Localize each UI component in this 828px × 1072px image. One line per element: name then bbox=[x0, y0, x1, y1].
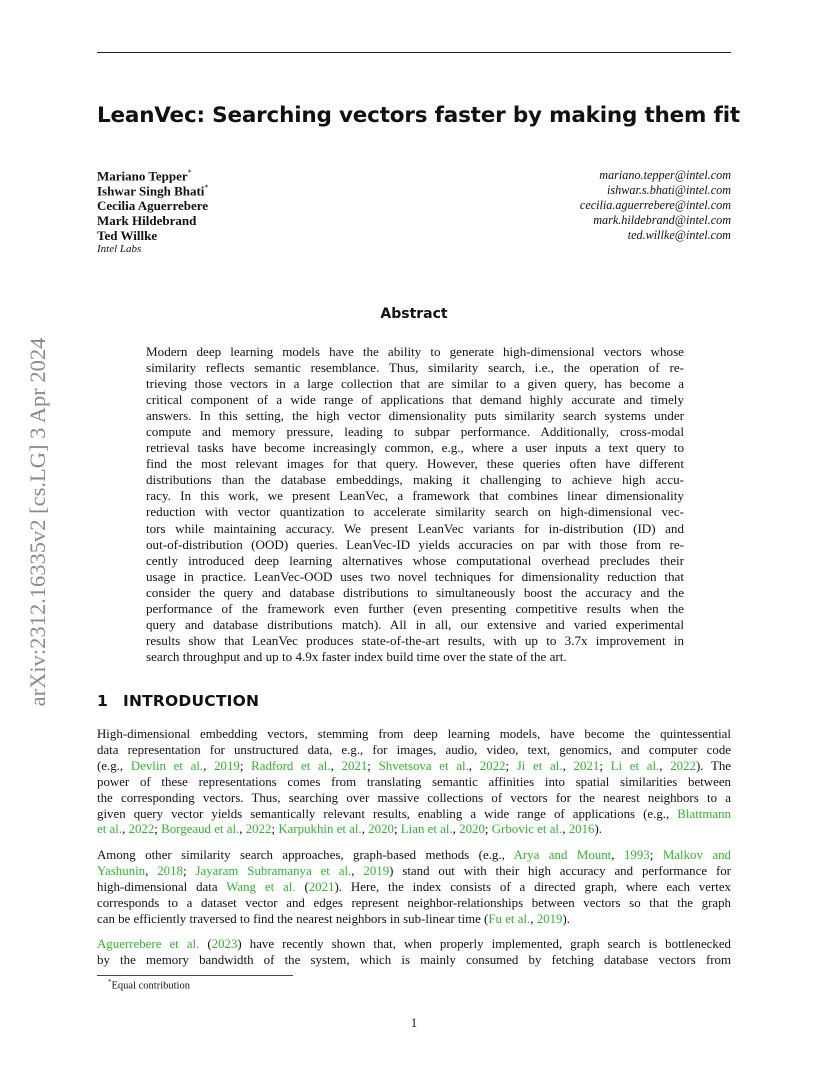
text-run: , bbox=[145, 863, 158, 878]
author-row bbox=[97, 168, 731, 183]
affiliation: Intel Labs bbox=[97, 243, 142, 255]
citation-link[interactable]: Aguerrebere et al. bbox=[97, 937, 200, 951]
citation-link[interactable]: 2016 bbox=[568, 822, 595, 837]
text-run: , bbox=[659, 758, 671, 773]
text-run: ; bbox=[183, 863, 196, 878]
text-line bbox=[97, 880, 731, 896]
text-line bbox=[97, 775, 731, 791]
author-name: Mark Hildebrand bbox=[97, 213, 197, 228]
text-run: , bbox=[330, 758, 342, 773]
abstract-line: query and database distributions match). All in all, our extensive and varied experimental bbox=[146, 616, 684, 632]
citation-link[interactable]: 2023 bbox=[211, 937, 238, 951]
citation-link[interactable]: 2019 bbox=[214, 758, 240, 773]
author-name: Ishwar Singh Bhati* bbox=[97, 183, 209, 199]
abstract-line: usage in practice. LeanVec-OOD uses two novel techniques for dimensionality reduction that bbox=[146, 568, 684, 584]
arxiv-identifier: arXiv:2312.16335v2 [cs.LG] 3 Apr 2024 bbox=[25, 337, 50, 707]
text-run: , bbox=[611, 848, 624, 862]
citation-link[interactable]: 2021 bbox=[341, 758, 368, 773]
text-run: ). Here, the index consists of a directed graph, where each vertex bbox=[334, 879, 732, 894]
abstract-line: reduction with vector quantization to accelerate similarity search on high-dimensional vec- bbox=[146, 504, 684, 520]
citation-link[interactable]: Blattmann bbox=[677, 806, 731, 821]
text-run: ; bbox=[154, 822, 162, 837]
author-email[interactable]: cecilia.aguerrebere@intel.com bbox=[579, 198, 731, 212]
text-line bbox=[97, 822, 731, 838]
text-run: corresponds to a dataset vector and edges represent neighbor-relationships between vectors so that the graph bbox=[97, 895, 731, 910]
footnote-mark: * bbox=[108, 978, 112, 986]
citation-link[interactable]: Arya and Mount bbox=[513, 848, 612, 862]
abstract-body bbox=[146, 344, 684, 665]
text-run: ; bbox=[393, 822, 401, 837]
abstract-line: find the most relevant images for that query. However, these queries often have different bbox=[146, 456, 684, 472]
section-heading bbox=[97, 692, 259, 710]
citation-link[interactable]: Lian et al. bbox=[400, 822, 453, 837]
text-line bbox=[97, 912, 731, 928]
author-row bbox=[97, 198, 731, 213]
text-run: high-dimensional data bbox=[97, 879, 227, 894]
citation-link[interactable]: Grbovic et al. bbox=[491, 822, 563, 837]
abstract-line: search throughput and up to 4.9x faster index build time over the state of the art. bbox=[146, 648, 567, 664]
citation-link[interactable]: Radford et al. bbox=[251, 758, 331, 773]
author-mark: * bbox=[204, 183, 209, 192]
author-row bbox=[97, 228, 731, 243]
citation-link[interactable]: Karpukhin et al. bbox=[278, 822, 362, 837]
abstract-heading: Abstract bbox=[380, 306, 448, 322]
text-run: can be efficiently traversed to find the nearest neighbors in sub-linear time ( bbox=[97, 911, 489, 926]
citation-link[interactable]: Shvetsova et al. bbox=[378, 758, 469, 773]
text-line bbox=[97, 848, 731, 864]
citation-link[interactable]: 2022 bbox=[128, 822, 155, 837]
text-line bbox=[97, 727, 731, 743]
author-email[interactable]: mark.hildebrand@intel.com bbox=[593, 213, 731, 227]
paragraph-1 bbox=[97, 727, 731, 838]
author-name: Cecilia Aguerrebere bbox=[97, 198, 209, 213]
citation-link[interactable]: 2020 bbox=[459, 822, 485, 837]
citation-link[interactable]: 2019 bbox=[363, 863, 390, 878]
author-name: Mariano Tepper* bbox=[97, 168, 192, 184]
text-run: ; bbox=[239, 758, 252, 773]
text-run: , bbox=[562, 822, 569, 837]
text-run: ) stand out with their high accuracy and performance for bbox=[389, 863, 731, 878]
text-run: , bbox=[452, 822, 460, 837]
text-line bbox=[97, 953, 731, 969]
text-run: , bbox=[203, 758, 215, 773]
text-run: ). The bbox=[695, 758, 732, 773]
text-run: Among other similarity search approaches, graph-based methods (e.g., bbox=[97, 848, 514, 862]
text-run: power of these representations comes from translating semantic affinities into spatial similarities between bbox=[97, 774, 731, 789]
text-run: , bbox=[361, 822, 369, 837]
citation-link[interactable]: 2021 bbox=[573, 758, 600, 773]
abstract-line: answers. In this setting, the high vector dimensionality puts similarity search systems under bbox=[146, 408, 684, 424]
abstract-line: critical component of a wide range of applications that demand highly accurate and timely bbox=[146, 392, 684, 408]
abstract-line: trieving those vectors in a large collection that are similar to a given query, has become a bbox=[146, 376, 684, 392]
text-line bbox=[97, 759, 731, 775]
citation-link[interactable]: Malkov and bbox=[662, 848, 731, 862]
abstract-line: retrieval tasks have become increasingly common, e.g., where a user inputs a text query to bbox=[146, 440, 684, 456]
text-line bbox=[97, 791, 731, 807]
citation-link[interactable]: 1993 bbox=[623, 848, 650, 862]
citation-link[interactable]: Devlin et al. bbox=[130, 758, 204, 773]
text-run: ( bbox=[199, 937, 212, 951]
abstract-line: results show that LeanVec produces state-of-the-art results, with up to 3.7x improvement in bbox=[146, 632, 684, 648]
author-block bbox=[97, 168, 731, 243]
text-line bbox=[97, 937, 731, 953]
footnote bbox=[108, 978, 190, 992]
section-number: 1 bbox=[97, 692, 108, 710]
author-mark: * bbox=[187, 168, 192, 177]
citation-link[interactable]: Yashunin bbox=[97, 863, 146, 878]
text-run: (e.g., bbox=[97, 758, 131, 773]
citation-link[interactable]: Borgeaud et al. bbox=[161, 822, 240, 837]
text-run: ; bbox=[367, 758, 379, 773]
text-run: ) have recently shown that, when properly implemented, graph search is bottlenecked bbox=[237, 937, 731, 951]
citation-link[interactable]: Fu et al. bbox=[488, 911, 531, 926]
paper-title: LeanVec: Searching vectors faster by making them fit bbox=[97, 103, 740, 128]
section-title: INTRODUCTION bbox=[123, 692, 260, 710]
author-email[interactable]: ted.willke@intel.com bbox=[627, 228, 731, 242]
paragraph-3 bbox=[97, 937, 731, 969]
top-rule bbox=[97, 52, 731, 53]
footnote-rule bbox=[97, 975, 293, 976]
author-email[interactable]: ishwar.s.bhati@intel.com bbox=[607, 183, 731, 197]
abstract-line: similarity reflects semantic resemblance. Thus, similarity search, i.e., the operation of re- bbox=[146, 360, 684, 376]
citation-link[interactable]: 2021 bbox=[308, 879, 335, 894]
author-row bbox=[97, 183, 731, 198]
text-run: given query vector yields semantically relevant results, enabling a wide range of applications (e.g., bbox=[97, 806, 678, 821]
abstract-line: compute and memory pressure, leading to subpar performance. Additionally, cross-modal bbox=[146, 424, 684, 440]
text-run: ; bbox=[599, 758, 611, 773]
page-number: 1 bbox=[410, 1016, 418, 1030]
abstract-line: cently introduced deep learning alternatives whose computational overhead precludes their bbox=[146, 552, 684, 568]
text-run: data representation for unstructured data, e.g., for images, audio, video, text, genomics, and computer code bbox=[97, 742, 731, 757]
citation-link[interactable]: 2022 bbox=[245, 822, 272, 837]
author-row bbox=[97, 213, 731, 228]
citation-link[interactable]: 2022 bbox=[670, 758, 696, 773]
citation-link[interactable]: 2020 bbox=[368, 822, 394, 837]
abstract-line: consider the query and database distributions to simultaneously boost the accuracy and the bbox=[146, 584, 684, 600]
text-line bbox=[97, 743, 731, 759]
text-run: , bbox=[351, 863, 364, 878]
text-line bbox=[97, 807, 731, 823]
text-run: the corresponding vectors. Thus, searching over massive collections of vectors for the nearest neighbors to a bbox=[97, 790, 731, 805]
abstract-line: out-of-distribution (OOD) queries. LeanVec-ID yields accuracies on par with those from re- bbox=[146, 536, 684, 552]
text-run: ; bbox=[505, 758, 517, 773]
text-run: ; bbox=[484, 822, 492, 837]
text-line bbox=[97, 864, 731, 880]
abstract-line: distributions than the database embeddings, making it challenging to achieve high accu- bbox=[146, 472, 684, 488]
citation-link[interactable]: 2018 bbox=[157, 863, 183, 878]
text-run: , bbox=[562, 758, 574, 773]
citation-link[interactable]: et al. bbox=[97, 822, 123, 837]
abstract-line: Modern deep learning models have the ability to generate high-dimensional vectors whose bbox=[146, 344, 684, 359]
text-run: , bbox=[468, 758, 480, 773]
citation-link[interactable]: 2019 bbox=[536, 911, 563, 926]
text-run: ( bbox=[295, 879, 309, 894]
text-run: by the memory bandwidth of the system, which is mainly consumed by fetching database vectors from bbox=[97, 952, 731, 967]
text-run: , bbox=[239, 822, 246, 837]
footnote-text: Equal contribution bbox=[111, 980, 190, 992]
citation-link[interactable]: Wang et al. bbox=[226, 879, 296, 894]
text-line bbox=[97, 896, 731, 912]
citation-link[interactable]: Li et al. bbox=[610, 758, 660, 773]
citation-link[interactable]: Jayaram Subramanya et al. bbox=[195, 863, 352, 878]
text-run: ). bbox=[562, 911, 570, 926]
author-name: Ted Willke bbox=[97, 228, 158, 243]
text-run: ; bbox=[271, 822, 279, 837]
citation-link[interactable]: 2022 bbox=[479, 758, 506, 773]
text-run: , bbox=[530, 911, 537, 926]
abstract-line: racy. In this work, we present LeanVec, a framework that combines linear dimensionality bbox=[146, 488, 684, 504]
text-run: ; bbox=[649, 848, 663, 862]
text-run: , bbox=[122, 822, 129, 837]
paragraph-2 bbox=[97, 848, 731, 928]
text-run: High-dimensional embedding vectors, stemming from deep learning models, have become the quintessential bbox=[97, 727, 731, 741]
text-run: ). bbox=[594, 822, 602, 837]
abstract-line: tors while maintaining accuracy. We present LeanVec variants for in-distribution (ID) and bbox=[146, 520, 684, 536]
author-email[interactable]: mariano.tepper@intel.com bbox=[599, 168, 731, 182]
citation-link[interactable]: Ji et al. bbox=[516, 758, 563, 773]
abstract-line: performance of the framework even further (even presenting competitive results when the bbox=[146, 600, 684, 616]
